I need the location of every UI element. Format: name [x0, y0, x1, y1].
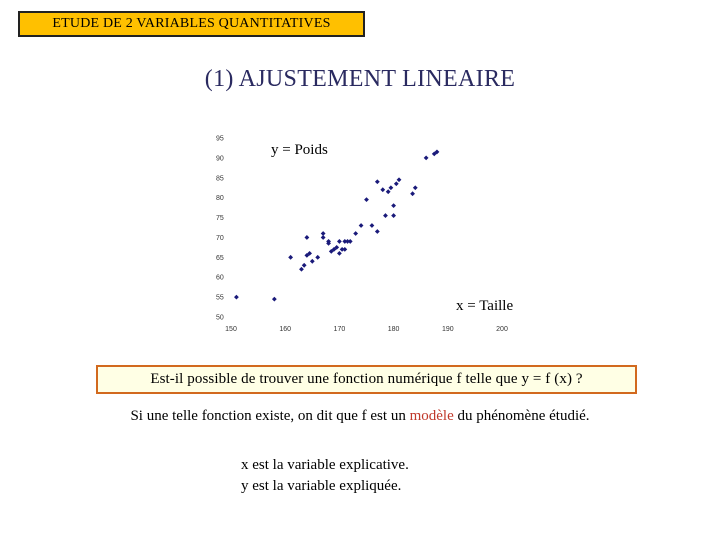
- definition-before: Si une telle fonction existe, on dit que f est un: [130, 408, 410, 424]
- data-point: [321, 235, 326, 240]
- x-axis-ticks: [225, 326, 508, 333]
- x-tick-label: 150: [225, 326, 237, 333]
- y-tick-label: 55: [216, 294, 224, 302]
- explanation-line-y: y est la variable expliquée.: [241, 478, 402, 494]
- data-point: [386, 189, 391, 194]
- x-tick-label: 170: [333, 326, 346, 333]
- data-point: [310, 259, 315, 264]
- question-box: Est-il possible de trouver une fonction numérique f telle que y = f (x) ?: [96, 365, 637, 394]
- y-tick-label: 70: [216, 234, 224, 242]
- data-point: [315, 255, 320, 260]
- data-point: [364, 197, 369, 202]
- data-point: [380, 187, 385, 192]
- slide-title: (1) AJUSTEMENT LINEAIRE: [204, 66, 516, 92]
- data-point: [370, 223, 375, 228]
- data-point: [288, 255, 293, 260]
- scatter-chart: [200, 126, 530, 338]
- section-header: ETUDE DE 2 VARIABLES QUANTITATIVES: [18, 11, 365, 37]
- data-point: [391, 203, 396, 208]
- data-point: [397, 177, 402, 182]
- definition-text: [0, 408, 720, 425]
- data-point: [302, 263, 307, 268]
- data-point: [337, 239, 342, 244]
- y-tick-label: 80: [216, 195, 224, 203]
- y-tick-label: 95: [216, 135, 224, 143]
- scatter-points: [234, 150, 439, 302]
- data-point: [375, 179, 380, 184]
- data-point: [394, 181, 399, 186]
- y-tick-label: 75: [216, 215, 224, 223]
- data-point: [337, 251, 342, 256]
- data-point: [391, 213, 396, 218]
- y-tick-label: 50: [216, 314, 224, 322]
- data-point: [424, 155, 429, 160]
- data-point: [348, 239, 353, 244]
- variable-explanations: [241, 455, 409, 497]
- data-point: [410, 191, 415, 196]
- y-tick-label: 65: [216, 254, 224, 262]
- definition-highlight: modèle: [409, 408, 454, 424]
- x-tick-label: 160: [279, 326, 292, 333]
- x-axis-label: x = Taille: [456, 298, 514, 314]
- data-point: [299, 267, 304, 272]
- x-tick-label: 180: [387, 326, 400, 333]
- x-tick-label: 190: [441, 326, 454, 333]
- definition-after: du phénomène étudié.: [453, 408, 590, 424]
- data-point: [388, 185, 393, 190]
- data-point: [272, 297, 277, 302]
- data-point: [375, 229, 380, 234]
- explanation-line-x: x est la variable explicative.: [241, 457, 409, 473]
- x-tick-label: 200: [496, 326, 508, 333]
- y-tick-label: 90: [216, 155, 224, 163]
- data-point: [342, 247, 347, 252]
- data-point: [359, 223, 364, 228]
- y-axis-ticks: [216, 136, 224, 322]
- y-tick-label: 60: [216, 274, 224, 282]
- data-point: [353, 231, 358, 236]
- y-tick-label: 85: [216, 175, 224, 183]
- data-point: [383, 213, 388, 218]
- data-point: [413, 185, 418, 190]
- data-point: [304, 235, 309, 240]
- y-axis-label: y = Poids: [271, 142, 328, 158]
- data-point: [234, 295, 239, 300]
